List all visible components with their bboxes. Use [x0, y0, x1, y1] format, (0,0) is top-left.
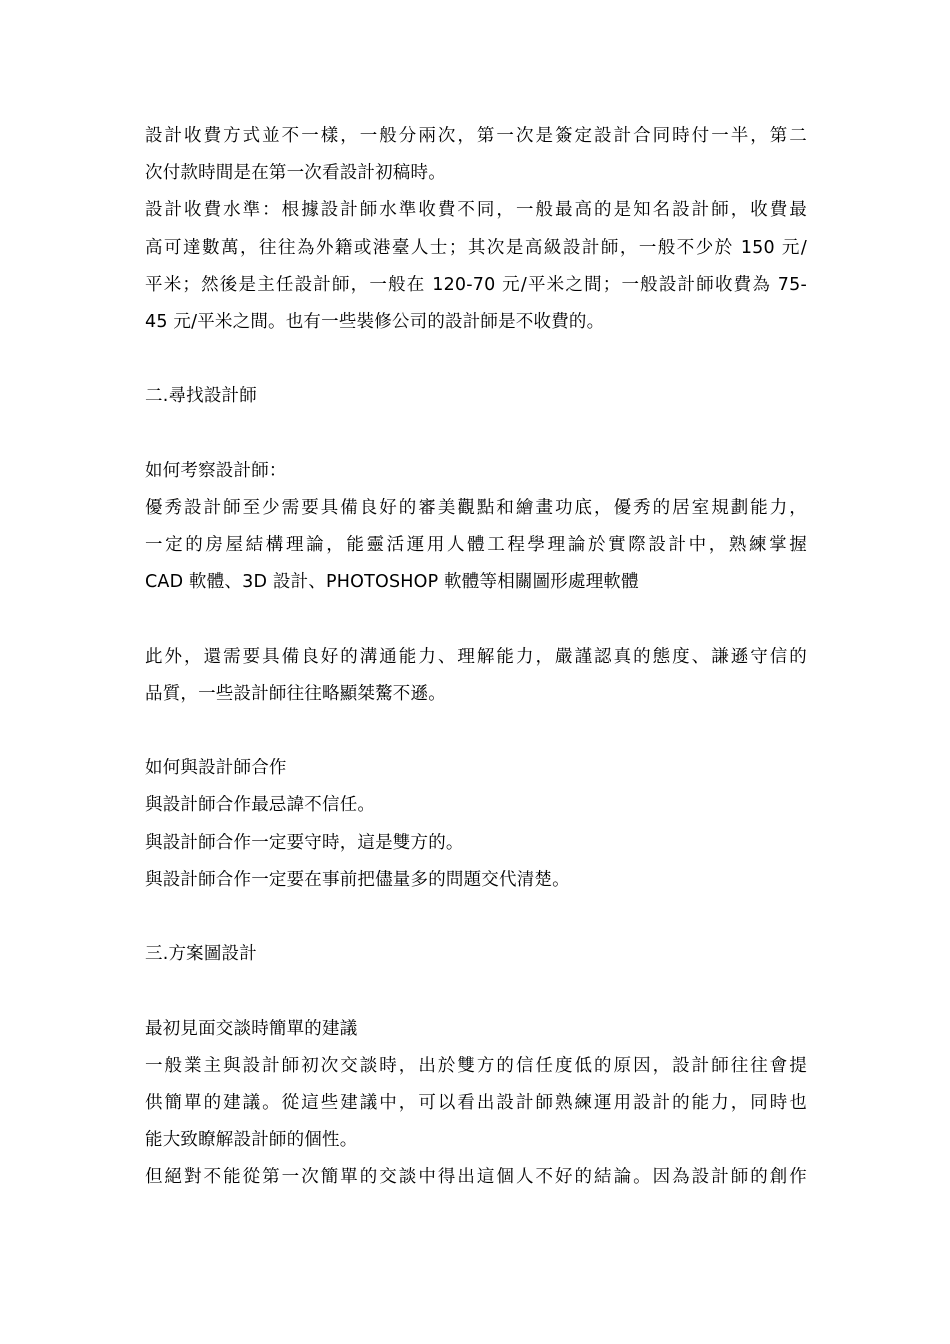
text-line: 45 元/平米之間。也有一些裝修公司的設計師是不收費的。 — [145, 311, 605, 332]
text-line: 但絕對不能從第一次簡單的交談中得出這個人不好的結論。因為設計師的創作 — [145, 1167, 807, 1188]
text-line: 與設計師合作一定要在事前把儘量多的問題交代清楚。 — [145, 869, 570, 890]
text-line: 優秀設計師至少需要具備良好的審美觀點和繪畫功底，優秀的居室規劃能力， — [145, 497, 807, 518]
blank-line — [145, 341, 807, 378]
text-line: 二.尋找設計師 — [145, 386, 257, 407]
text-line: 次付款時間是在第一次看設計初稿時。 — [145, 163, 446, 184]
text-line: 最初見面交談時簡單的建議 — [145, 1018, 358, 1039]
blank-line — [145, 899, 807, 936]
blank-line — [145, 713, 807, 750]
blank-line — [145, 601, 807, 638]
text-line: 供簡單的建議。從這些建議中，可以看出設計師熟練運用設計的能力，同時也 — [145, 1092, 807, 1113]
blank-line — [145, 973, 807, 1010]
document-body — [145, 118, 807, 1196]
text-line: 與設計師合作一定要守時，這是雙方的。 — [145, 832, 464, 853]
text-line: 如何考察設計師： — [145, 460, 287, 481]
blank-line — [145, 416, 807, 453]
text-line: 此外，還需要具備良好的溝通能力、理解能力，嚴謹認真的態度、謙遜守信的 — [145, 646, 807, 667]
text-line: 三.方案圖設計 — [145, 944, 257, 965]
text-line: 高可達數萬，往往為外籍或港臺人士；其次是高級設計師，一般不少於 150 元/ — [145, 237, 807, 258]
text-line: CAD 軟體、3D 設計、PHOTOSHOP 軟體等相關圖形處理軟體 — [145, 572, 639, 593]
text-line: 品質，一些設計師往往略顯桀驁不遜。 — [145, 683, 446, 704]
text-line: 與設計師合作最忌諱不信任。 — [145, 795, 376, 816]
text-line: 一般業主與設計師初次交談時，出於雙方的信任度低的原因，設計師往往會提 — [145, 1055, 807, 1076]
text-line: 如何與設計師合作 — [145, 758, 287, 779]
text-line: 一定的房屋結構理論，能靈活運用人體工程學理論於實際設計中，熟練掌握 — [145, 535, 807, 556]
text-line: 設計收費方式並不一樣，一般分兩次，第一次是簽定設計合同時付一半，第二 — [145, 126, 807, 146]
text-line: 平米；然後是主任設計師，一般在 120-70 元/平米之間；一般設計師收費為 75- — [145, 274, 807, 295]
text-line: 設計收費水準：根據設計師水準收費不同，一般最高的是知名設計師，收費最 — [145, 200, 807, 221]
text-line: 能大致瞭解設計師的個性。 — [145, 1130, 358, 1151]
